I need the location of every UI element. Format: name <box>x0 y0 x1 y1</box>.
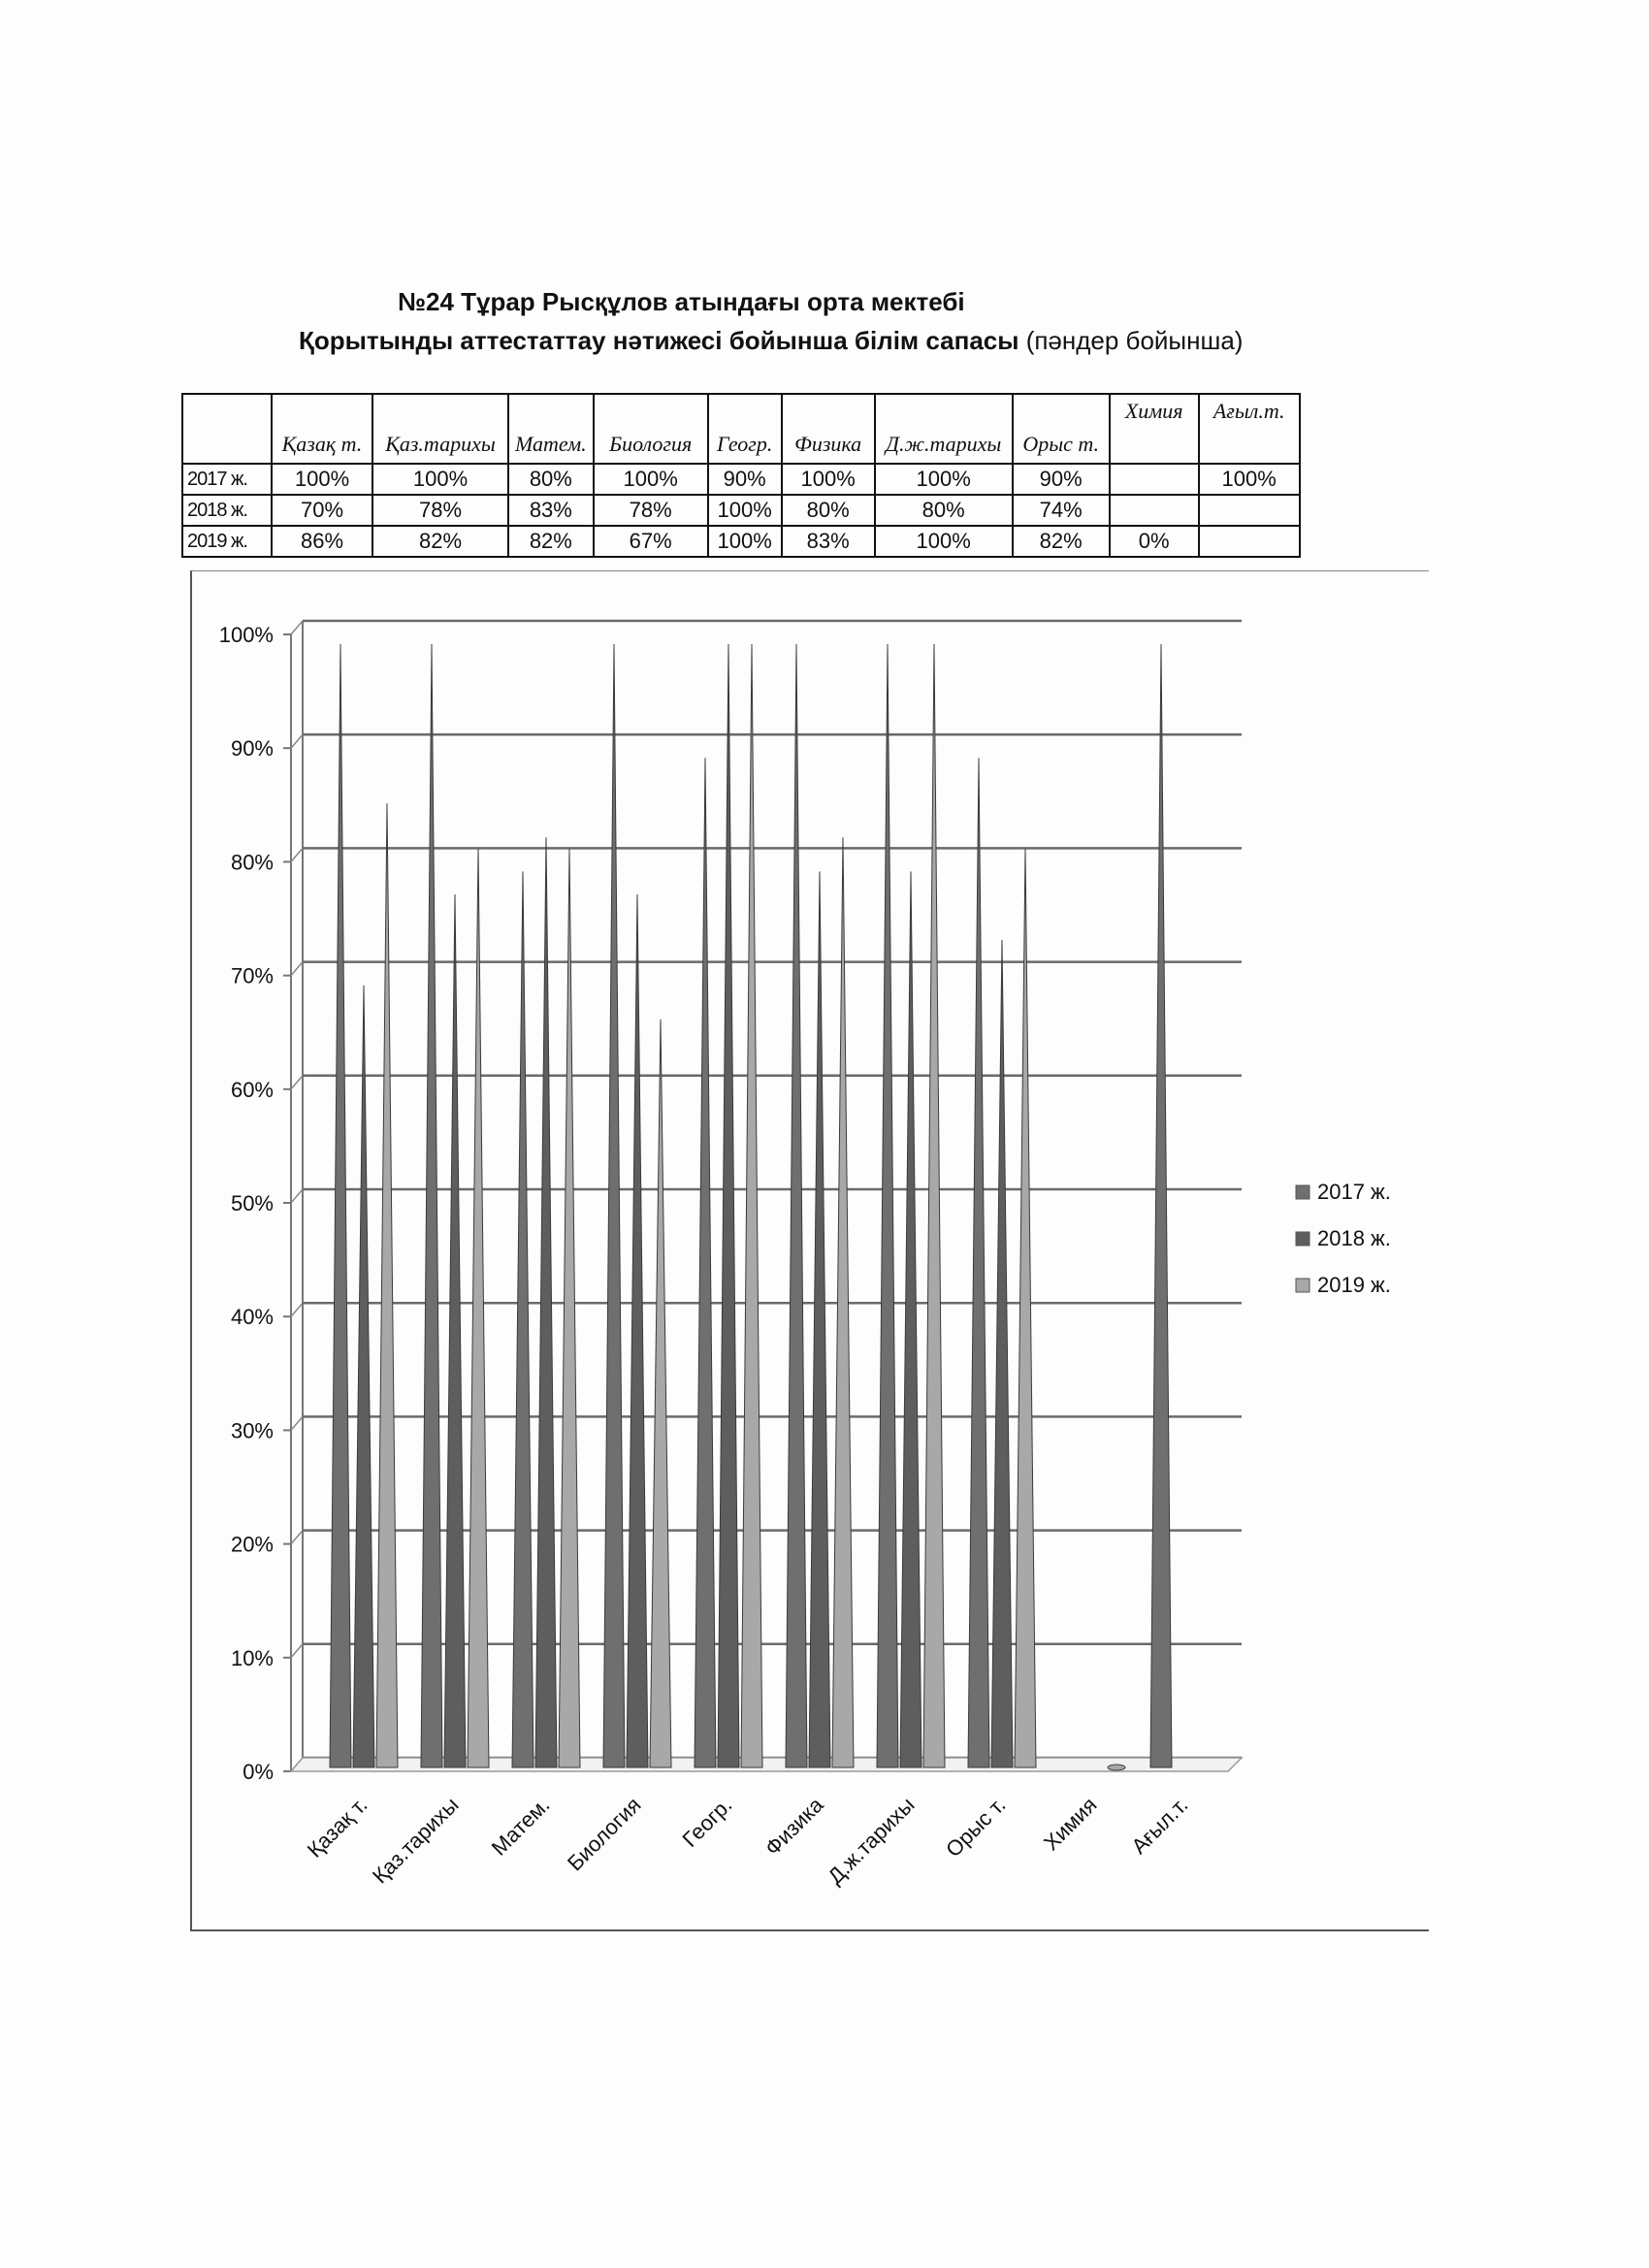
y-tick-label: 20% <box>230 1532 274 1557</box>
legend-label: 2017 ж. <box>1317 1180 1391 1204</box>
table-header-cell: Д.ж.тарихы <box>875 394 1013 464</box>
table-cell: 100% <box>594 464 708 495</box>
bar-spike <box>741 644 762 1767</box>
table-cell: 83% <box>782 526 875 557</box>
table-cell: 100% <box>782 464 875 495</box>
table-cell: 90% <box>1013 464 1110 495</box>
bar-spike <box>444 894 466 1767</box>
table-cell: 74% <box>1013 495 1110 526</box>
bar-spike <box>512 871 534 1767</box>
bar-spike <box>900 871 922 1767</box>
gridline-depth <box>291 1189 303 1203</box>
bar-spike <box>330 644 351 1767</box>
legend-swatch <box>1296 1232 1310 1246</box>
table-cell: 0% <box>1110 526 1199 557</box>
table-cell: 100% <box>708 495 782 526</box>
table-header-cell: Геогр. <box>708 394 782 464</box>
table-cell: 80% <box>508 464 594 495</box>
y-tick-label: 30% <box>230 1418 274 1443</box>
x-tick-label: Қаз.тарихы <box>367 1792 464 1889</box>
y-tick-label: 60% <box>230 1077 274 1102</box>
table-cell: 100% <box>875 526 1013 557</box>
gridline-depth <box>291 962 303 976</box>
bar-spike <box>650 1020 671 1767</box>
table-header-cell: Орыс т. <box>1013 394 1110 464</box>
y-tick-label: 0% <box>242 1760 274 1784</box>
table-cell: 2019 ж. <box>182 526 272 557</box>
bar-spike <box>376 803 398 1767</box>
bar-spike <box>1108 1765 1125 1770</box>
y-tick-label: 10% <box>230 1645 274 1670</box>
table-cell: 86% <box>272 526 372 557</box>
gridline-depth <box>291 1644 303 1658</box>
bar-spike <box>1015 849 1036 1767</box>
gridline-depth <box>291 1416 303 1430</box>
x-tick-label: Д.ж.тарихы <box>823 1792 920 1890</box>
bar-spike <box>809 871 830 1767</box>
legend-label: 2019 ж. <box>1317 1273 1391 1297</box>
gridline-depth <box>291 848 303 861</box>
table-cell: 100% <box>272 464 372 495</box>
x-tick-label: Орыс т. <box>941 1792 1011 1863</box>
bar-spike <box>786 644 807 1767</box>
bar-spike <box>877 644 898 1767</box>
table-header-cell: Химия <box>1110 394 1199 464</box>
bar-spike <box>627 894 648 1767</box>
table-cell: 78% <box>372 495 508 526</box>
table-cell: 100% <box>708 526 782 557</box>
bar-spike <box>718 644 739 1767</box>
table-cell: 82% <box>508 526 594 557</box>
bar-spike <box>968 758 989 1767</box>
legend-swatch <box>1296 1279 1310 1292</box>
bar-spike <box>1150 644 1172 1767</box>
bar-spike <box>923 644 945 1767</box>
y-tick-label: 50% <box>230 1191 274 1215</box>
y-tick-label: 100% <box>218 623 274 647</box>
x-tick-label: Биология <box>562 1792 646 1876</box>
bar-spike <box>353 986 374 1767</box>
x-tick-label: Матем. <box>486 1792 555 1861</box>
table-cell: 80% <box>875 495 1013 526</box>
table-header-cell: Физика <box>782 394 875 464</box>
table-cell: 100% <box>875 464 1013 495</box>
gridline-depth <box>291 1303 303 1316</box>
bar-spike <box>421 644 442 1767</box>
bar-spike <box>991 940 1013 1767</box>
legend-swatch <box>1296 1185 1310 1199</box>
report-subtitle-note: (пәндер бойынша) <box>1025 326 1244 355</box>
gridline-depth <box>291 734 303 748</box>
x-tick-label: Физика <box>760 1792 828 1861</box>
x-tick-label: Геогр. <box>677 1792 737 1852</box>
table-cell: 2017 ж. <box>182 464 272 495</box>
report-subtitle-main: Қорытынды аттестаттау нәтижесі бойынша білім сапасы <box>299 326 1019 355</box>
y-tick-label: 90% <box>230 736 274 761</box>
table-cell: 90% <box>708 464 782 495</box>
table-header-cell: Қазақ т. <box>272 394 372 464</box>
x-tick-label: Ағыл.т. <box>1126 1792 1193 1859</box>
table-cell: 78% <box>594 495 708 526</box>
table-cell: 82% <box>1013 526 1110 557</box>
y-tick-label: 70% <box>230 963 274 988</box>
gridline-depth <box>291 1531 303 1544</box>
table-cell: 70% <box>272 495 372 526</box>
table-cell: 82% <box>372 526 508 557</box>
bar-spike <box>559 849 580 1767</box>
table-cell: 100% <box>372 464 508 495</box>
gridline-depth <box>291 621 303 634</box>
table-header-cell: Матем. <box>508 394 594 464</box>
table-header-cell: Биология <box>594 394 708 464</box>
bar-spike <box>695 758 716 1767</box>
table-cell: 83% <box>508 495 594 526</box>
y-tick-label: 40% <box>230 1305 274 1330</box>
table-header-cell: Ағыл.т. <box>1199 394 1300 464</box>
gridline-depth <box>291 1076 303 1089</box>
x-tick-label: Химия <box>1038 1792 1102 1856</box>
table-cell: 2018 ж. <box>182 495 272 526</box>
table-cell: 80% <box>782 495 875 526</box>
bar-spike <box>603 644 625 1767</box>
table-cell: 100% <box>1199 464 1300 495</box>
table-cell: 67% <box>594 526 708 557</box>
y-tick-label: 80% <box>230 850 274 875</box>
legend-label: 2018 ж. <box>1317 1226 1391 1250</box>
bar-spike <box>468 849 489 1767</box>
school-title: №24 Тұрар Рысқұлов атындағы орта мектебі <box>398 287 965 316</box>
table-header-cell: Қаз.тарихы <box>372 394 508 464</box>
x-tick-label: Қазақ т. <box>302 1792 372 1863</box>
